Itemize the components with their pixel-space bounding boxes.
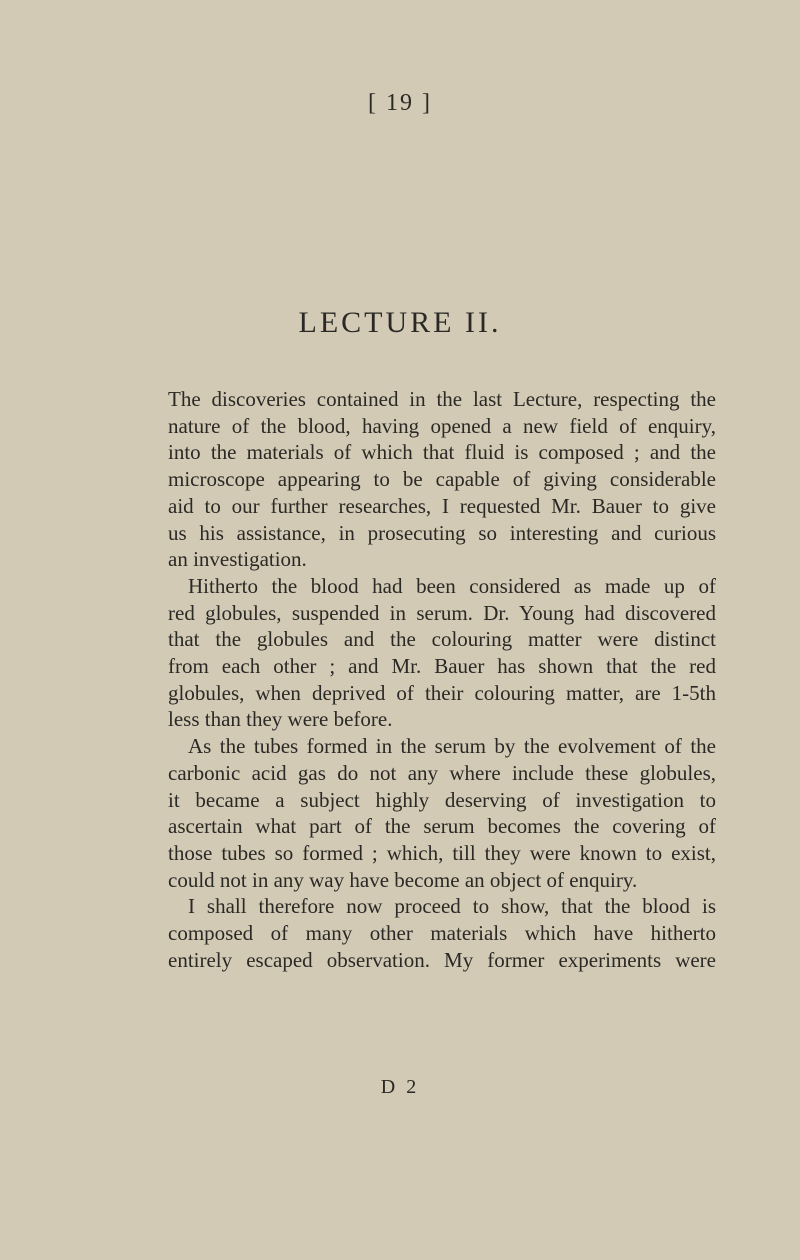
text-line: could not in any way have become an object of enquiry. [168, 867, 638, 892]
body-text [168, 386, 716, 973]
text-line: nature of the blood, having opened a new field of enquiry, [168, 413, 716, 438]
text-line: less than they were before. [168, 707, 393, 732]
signature-mark: D 2 [380, 1076, 420, 1098]
text-line: entirely escaped observation. My former experiments were [168, 947, 716, 972]
text-line: The discoveries contained in the last Lecture, respecting the [168, 387, 716, 411]
text-line: carbonic acid gas do not any where include these globules, [168, 760, 716, 785]
text-line: microscope appearing to be capable of giving considerable [168, 467, 716, 492]
text-line: aid to our further researches, I requested Mr. Bauer to give [168, 493, 716, 518]
text-line: it became a subject highly deserving of investigation to [168, 787, 716, 812]
page-number-header: [ 19 ] [368, 90, 432, 116]
text-line: Hitherto the blood had been considered as made up of [188, 573, 716, 598]
text-line: I shall therefore now proceed to show, that the blood is [188, 894, 716, 919]
text-line: composed of many other materials which have hitherto [168, 921, 716, 946]
text-line: those tubes so formed ; which, till they were known to exist, [168, 840, 716, 865]
text-line: that the globules and the colouring matter were distinct [168, 627, 716, 652]
text-line: us his assistance, in prosecuting so interesting and curious [168, 520, 716, 545]
text-line: As the tubes formed in the serum by the evolvement of the [188, 734, 716, 759]
text-line: red globules, suspended in serum. Dr. Young had discovered [168, 600, 716, 625]
text-line: from each other ; and Mr. Bauer has shown that the red [168, 654, 716, 679]
text-line: an investigation. [168, 547, 307, 572]
text-line: globules, when deprived of their colouring matter, are 1-5th [168, 680, 716, 705]
text-line: into the materials of which that fluid is composed ; and the [168, 440, 716, 465]
lecture-heading: LECTURE II. [298, 306, 502, 339]
text-line: ascertain what part of the serum becomes the covering of [168, 814, 716, 839]
